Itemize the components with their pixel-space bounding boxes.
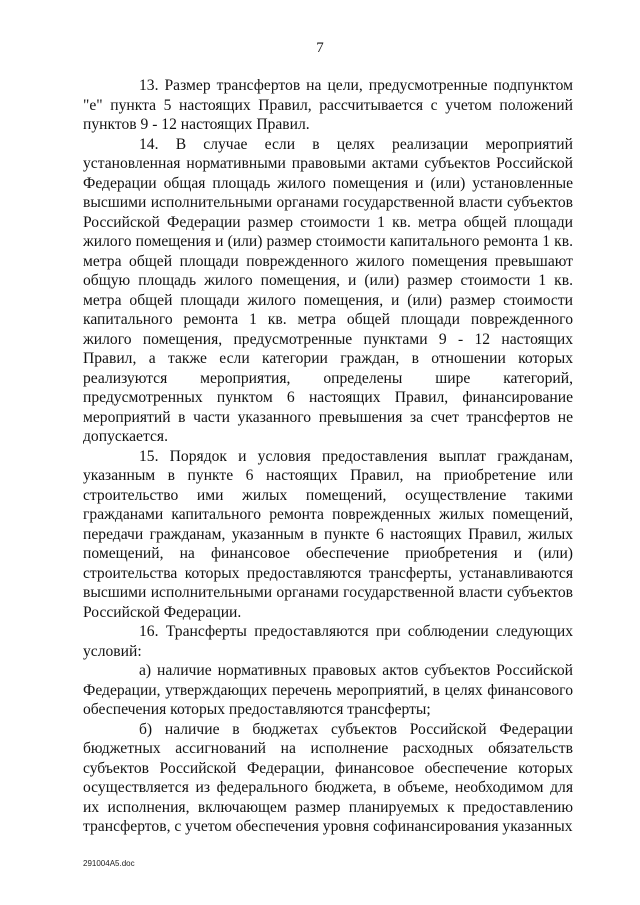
paragraph-14: 14. В случае если в целях реализации мероприятий установленная нормативными правовыми актами субъектов Российской Федерации общая площадь жилого помещения и (или) установленные высшими исполнительными органами государственной власти субъектов Российской Федерации размер стоимости 1 кв. метра общей площади жилого помещения и (или) размер стоимости капитального ремонта 1 кв. метра общей площади поврежденного жилого помещения превышают общую площадь жилого помещения, и (или) размер стоимости 1 кв. метра общей площади жилого помещения, и (или) размер стоимости капитального ремонта 1 кв. метра общей площади поврежденного жилого помещения, предусмотренные пунктами 9 - 12 настоящих Правил, а также если категории граждан, в отношении которых реализуются мероприятия, определены шире категорий, предусмотренных пунктом 6 настоящих Правил, финансирование мероприятий в части указанного превышения за счет трансфертов не допускается. bbox=[83, 135, 573, 445]
document-footer-code: 291004A5.doc bbox=[83, 859, 135, 868]
paragraph-16: 16. Трансферты предоставляются при соблюдении следующих условий: bbox=[83, 623, 573, 660]
subparagraph-a: а) наличие нормативных правовых актов субъектов Российской Федерации, утверждающих перечень мероприятий, в целях финансового обеспечения которых предоставляются трансферты; bbox=[83, 662, 573, 718]
subparagraph-b: б) наличие в бюджетах субъектов Российской Федерации бюджетных ассигнований на исполнение расходных обязательств субъектов Российской Федерации, финансовое обеспечение которых осуществляется из федерального бюджета, в объеме, необходимом для их исполнения, включающем размер планируемых к предоставлению трансфертов, с учетом обеспечения уровня софинансирования указанных bbox=[83, 720, 573, 835]
paragraph-15: 15. Порядок и условия предоставления выплат гражданам, указанным в пункте 6 настоящих Правил, на приобретение или строительство ими жилых помещений, осуществление такими гражданами капитального ремонта поврежденных жилых помещений, передачи гражданам, указанным в пункте 6 настоящих Правил, жилых помещений, на финансовое обеспечение приобретения и (или) строительства которых предоставляются трансферты, устанавливаются высшими исполнительными органами государственной власти субъектов Российской Федерации. bbox=[83, 447, 573, 621]
paragraph-13: 13. Размер трансфертов на цели, предусмотренные подпунктом "е" пункта 5 настоящих Правил, рассчитывается с учетом положений пунктов 9 - 12 настоящих Правил. bbox=[83, 77, 573, 133]
page-number: 7 bbox=[316, 40, 324, 56]
document-body bbox=[83, 76, 573, 837]
